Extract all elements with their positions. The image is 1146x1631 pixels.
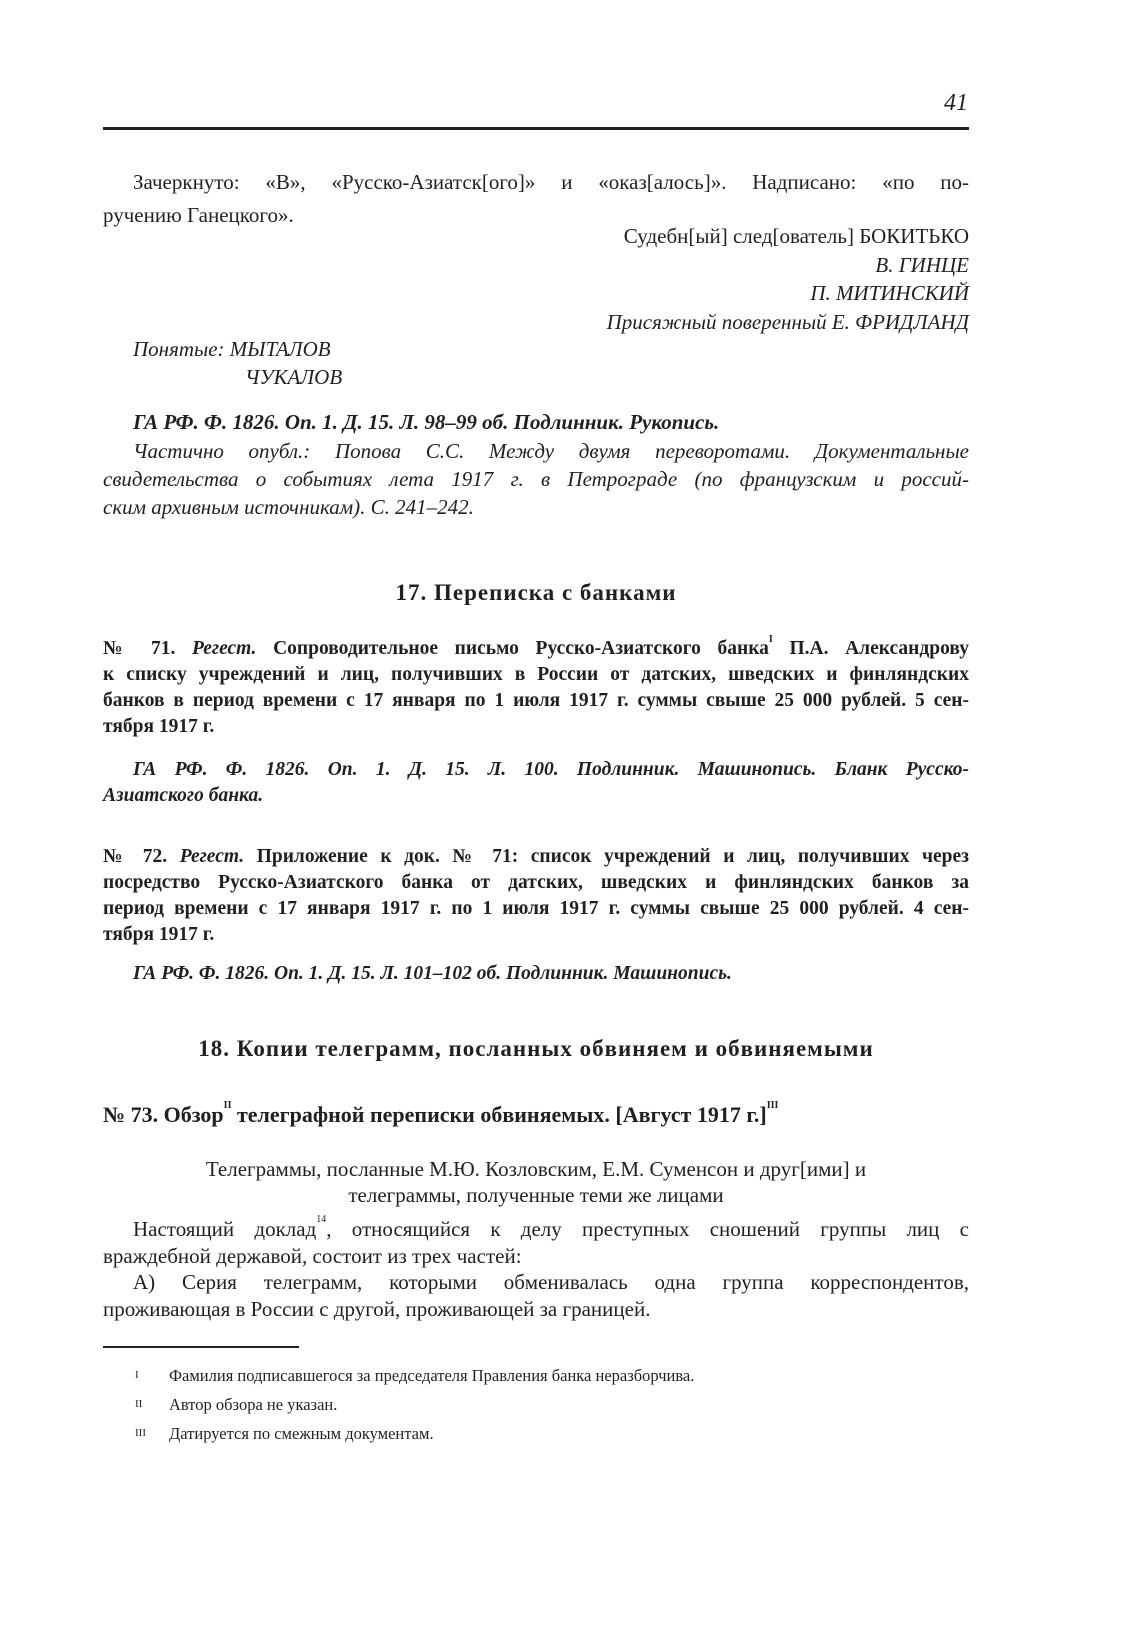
doc-73-body [103, 1216, 969, 1322]
doc-number: № 72. [103, 846, 168, 867]
footnote-mark: II [135, 1398, 143, 1410]
doc-71-archive [103, 757, 969, 809]
doc-text: П.А. Александрову [789, 638, 969, 659]
body-text: проживающая в России с другой, проживающей за границей. [103, 1296, 651, 1321]
doc-text: Сопроводительное письмо Русско-Азиатского банка [273, 638, 769, 659]
doc-title: телеграфной переписки обвиняемых. [Август 1917 г.] [236, 1102, 767, 1127]
signature: Присяжный поверенный Е. ФРИДЛАНД [606, 309, 969, 334]
archive-reference: ГА РФ. Ф. 1826. Оп. 1. Д. 15. Л. 98–99 об. Подлинник. Рукопись. [133, 410, 720, 434]
body-text: враждебной державой, состоит из трех частей: [103, 1243, 522, 1268]
header-rule [103, 127, 969, 130]
archive-line: ГА РФ. Ф. 1826. Оп. 1. Д. 15. Л. 100. Подлинник. Машинопись. Бланк Русско- [133, 759, 969, 780]
body-text: А) Серия телеграмм, которыми обменивалась одна группа корреспондентов, [133, 1270, 969, 1294]
doc-text: Приложение к док. № 71: список учреждений и лиц, получивших через [256, 846, 969, 867]
note-line: ручению Ганецкого». [103, 203, 294, 227]
footnote-ref: I [768, 634, 773, 645]
subtitle-line: телеграммы, полученные теми же лицами [348, 1183, 724, 1207]
page-number: 41 [944, 90, 968, 116]
body-text: Настоящий доклад [133, 1217, 317, 1241]
footnote-ref: II [223, 1100, 232, 1111]
doc-title: № 73. Обзор [103, 1102, 224, 1127]
footnote-text: Датируется по смежным документам. [169, 1424, 434, 1443]
archive-line: Азиатского банка. [103, 785, 264, 806]
note-line: Зачеркнуто: «В», «Русско-Азиатск[ого]» и «оказ[алось]». Надписано: «по по- [133, 170, 969, 194]
publication-line: ским архивным источникам). С. 241–242. [103, 495, 474, 519]
footnote-text: Фамилия подписавшегося за председателя Правления банка неразборчива. [169, 1366, 695, 1385]
doc-text: тября 1917 г. [103, 924, 215, 945]
doc-text: тября 1917 г. [103, 716, 215, 737]
witness-1: Понятые: МЫТАЛОВ [133, 337, 331, 361]
doc-71 [103, 636, 969, 740]
doc-73-subtitle [103, 1156, 969, 1208]
endnote-ref: 14 [316, 1214, 327, 1225]
signature: В. ГИНЦЕ [875, 252, 969, 277]
publication-line: свидетельства о событиях лета 1917 г. в Петрограде (по французским и россий- [103, 467, 969, 491]
signature: П. МИТИНСКИЙ [810, 281, 969, 305]
footnote-mark: I [135, 1369, 139, 1381]
footnote [103, 1361, 694, 1390]
footnote-rule [103, 1346, 299, 1348]
footnotes [103, 1361, 694, 1448]
witness-2: ЧУКАЛОВ [245, 365, 343, 389]
footnote-text: Автор обзора не указан. [169, 1395, 338, 1414]
doc-type: Регест. [192, 638, 257, 659]
doc-72 [103, 844, 969, 948]
section-heading-17: 17. Переписка с банками [395, 580, 677, 605]
footnote-mark: III [135, 1427, 146, 1439]
footnote-ref: III [766, 1100, 779, 1111]
doc-text: посредство Русско-Азиатского банка от датских, шведских и финляндских банков за [103, 872, 969, 893]
doc-type: Регест. [179, 846, 245, 867]
section-heading-18: 18. Копии телеграмм, посланных обвиняем и обвиняемыми [198, 1036, 874, 1061]
doc-72-archive: ГА РФ. Ф. 1826. Оп. 1. Д. 15. Л. 101–102 об. Подлинник. Машинопись. [133, 963, 732, 984]
subtitle-line: Телеграммы, посланные М.Ю. Козловским, Е.М. Суменсон и друг[ими] и [205, 1157, 867, 1181]
doc-73-title [103, 1102, 969, 1128]
body-text: , относящийся к делу преступных сношений группы лиц с [326, 1217, 969, 1241]
publication-note [103, 437, 969, 521]
footnote [103, 1390, 694, 1419]
doc-number: № 71. [103, 638, 176, 659]
doc-text: к списку учреждений и лиц, получивших в России от датских, шведских и финляндских [103, 664, 969, 685]
publication-line: Частично опубл.: Попова С.С. Между двумя переворотами. Документальные [133, 439, 969, 463]
signatures [103, 222, 969, 336]
signature: Судебн[ый] след[ователь] БОКИТЬКО [623, 224, 969, 248]
doc-text: период времени с 17 января 1917 г. по 1 июля 1917 г. суммы свыше 25 000 рублей. 4 сен- [103, 898, 969, 919]
doc-text: банков в период времени с 17 января по 1 июля 1917 г. суммы свыше 25 000 рублей. 5 сен- [103, 690, 969, 711]
footnote [103, 1419, 694, 1448]
witnesses [133, 335, 342, 391]
